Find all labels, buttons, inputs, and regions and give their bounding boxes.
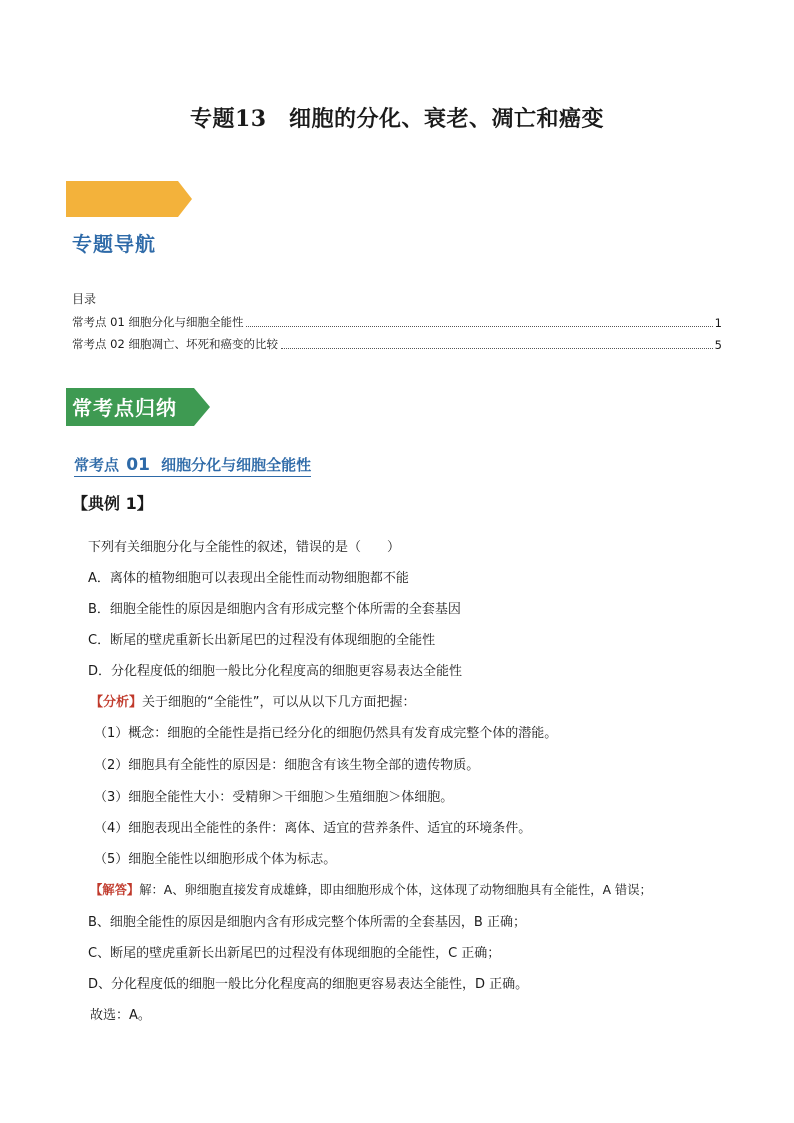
answer-line: D、分化程度低的细胞一般比分化程度高的细胞更容易表达全能性，D 正确。 — [88, 977, 529, 992]
answer-line: B、细胞全能性的原因是细胞内含有形成完整个体所需的全套基因，B 正确； — [88, 915, 526, 930]
analysis-intro-line — [90, 691, 416, 710]
option-c: C．断尾的壁虎重新长出新尾巴的过程没有体现细胞的全能性 — [88, 633, 436, 648]
example-heading: 【典例 1】 — [72, 494, 153, 513]
toc-leader-dots — [281, 348, 713, 349]
analysis-point: （4）细胞表现出全能性的条件：离体、适宜的营养条件、适宜的环境条件。 — [94, 821, 532, 836]
point-heading — [74, 454, 311, 477]
analysis-point: （3）细胞全能性大小：受精卵＞干细胞＞生殖细胞＞体细胞。 — [94, 790, 454, 805]
question-stem: 下列有关细胞分化与全能性的叙述，错误的是（ ） — [88, 540, 401, 555]
point-heading-number: 01 — [126, 455, 150, 475]
toc-entry[interactable] — [72, 314, 722, 330]
toc-entry-text: 常考点 02 细胞凋亡、坏死和癌变的比较 — [72, 337, 278, 351]
answer-conclusion: 故选：A。 — [90, 1008, 151, 1023]
toc-entry-text: 常考点 01 细胞分化与细胞全能性 — [72, 315, 244, 329]
yellow-ribbon-banner — [66, 181, 192, 217]
analysis-intro: 关于细胞的“全能性”，可以从以下几方面把握： — [142, 695, 416, 710]
analysis-point: （5）细胞全能性以细胞形成个体为标志。 — [94, 852, 337, 867]
summary-section-heading: 常考点归纳 — [72, 396, 177, 420]
analysis-point: （2）细胞具有全能性的原因是：细胞含有该生物全部的遗传物质。 — [94, 758, 480, 773]
point-heading-prefix: 常考点 — [74, 456, 120, 474]
toc-entry-page: 1 — [714, 316, 722, 330]
analysis-point: （1）概念：细胞的全能性是指已经分化的细胞仍然具有发育成完整个体的潜能。 — [94, 726, 558, 741]
option-b: B．细胞全能性的原因是细胞内含有形成完整个体所需的全套基因 — [88, 602, 461, 617]
option-d: D．分化程度低的细胞一般比分化程度高的细胞更容易表达全能性 — [88, 664, 463, 679]
point-heading-title: 细胞分化与细胞全能性 — [161, 456, 312, 474]
analysis-tag: 【分析】 — [90, 695, 143, 710]
toc-entry-page: 5 — [714, 338, 722, 352]
answer-tag: 【解答】 — [90, 883, 140, 897]
toc-label: 目录 — [72, 292, 97, 306]
toc-entry[interactable] — [72, 336, 722, 352]
answer-first-line — [90, 880, 652, 898]
answer-line: C、断尾的壁虎重新长出新尾巴的过程没有体现细胞的全能性，C 正确； — [88, 946, 501, 961]
page-title: 专题13 细胞的分化、衰老、凋亡和癌变 — [189, 106, 605, 132]
option-a: A．离体的植物细胞可以表现出全能性而动物细胞都不能 — [88, 571, 409, 586]
toc-leader-dots — [246, 326, 712, 327]
answer-line: 解：A、卵细胞直接发育成雄蜂，即由细胞形成个体，这体现了动物细胞具有全能性，A 错误； — [139, 883, 652, 897]
nav-section-heading: 专题导航 — [72, 232, 156, 256]
